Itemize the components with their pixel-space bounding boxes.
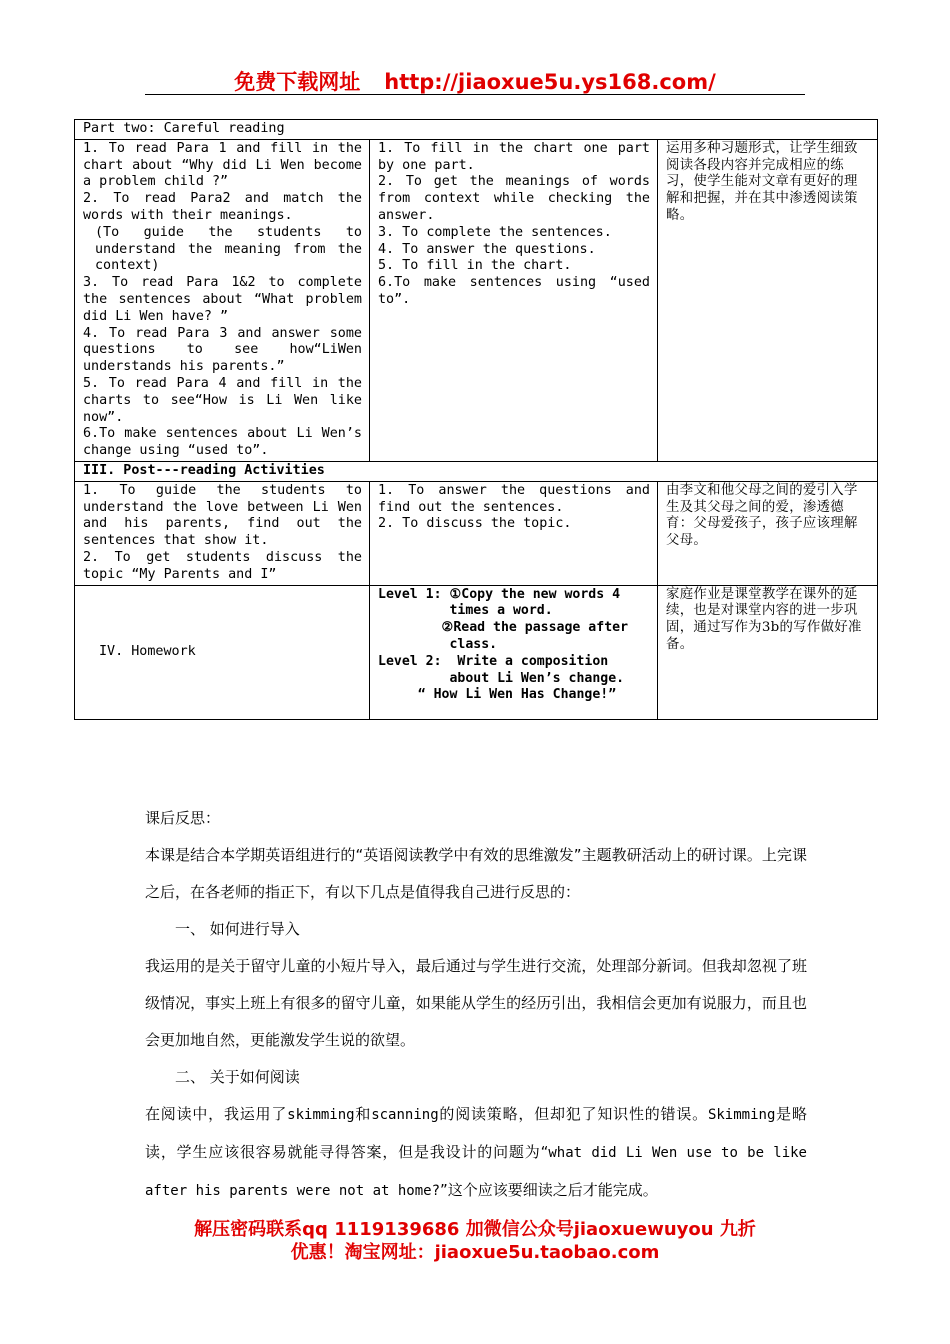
list-item: 3. To read Para 1&2 to complete the sentences about “What problem did Li Wen have? ” [83,275,362,324]
list-item: about Li Wen’s change. [378,670,625,686]
list-item: 1. To guide the students to understand the love between Li Wen and his parents, find out the sentences that show it. [83,482,362,549]
table-row [75,481,878,585]
reflection-intro: 本课是结合本学期英语组进行的“英语阅读教学中有效的思维激发”主题教研活动上的研讨课。上完课之后，在各老师的指正下，有以下几点是值得我自己进行反思的： [145,846,807,901]
site-label: 免费下载网址 [234,70,361,94]
part-two-rationale: 运用多种习题形式，让学生细致阅读各段内容并完成相应的练习，使学生能对文章有更好的理解和把握，并在其中渗透阅读策略。 [658,139,878,461]
reflection-section [145,800,807,1210]
footer-line-2[interactable]: 优惠！淘宝网址：jiaoxue5u.taobao.com [290,1242,660,1263]
part-two-objectives [75,139,370,461]
list-item: class. [378,636,498,652]
list-item: 5. To fill in the chart. [378,258,572,274]
list-item: 6.To make sentences using “used to”. [378,275,650,307]
list-item: Level 1: ①Copy the new words 4 [378,586,621,602]
list-item: ②Read the passage after [378,620,629,636]
part-three-title: III. Post---reading Activities [75,461,878,481]
list-item: 2. To discuss the topic. [378,516,572,532]
list-item: 5. To read Para 4 and fill in the charts to see“How is Li Wen like now”. [83,375,362,425]
part-three-activities [370,481,658,585]
list-item: 1. To read Para 1 and fill in the chart about “Why did Li Wen become a problem child ?” [83,140,362,190]
download-header [145,66,805,96]
list-item: 1. To fill in the chart one part by one part. [378,140,650,173]
list-item: 1. To answer the questions and find out the sentences. [378,482,650,515]
reflection-heading-2: 二、 关于如何阅读 [175,1068,300,1086]
list-item: 2. To get students discuss the topic “My Parents and I” [83,549,362,582]
list-item: (To guide the students to understand the meaning from the context) [95,224,362,274]
footer-line-1: 解压密码联系qq 1119139686 加微信公众号jiaoxuewuyou 九折 [194,1219,756,1240]
list-item: 3. To complete the sentences. [378,224,612,240]
reflection-heading-1: 一、 如何进行导入 [175,920,300,938]
list-item: 4. To answer the questions. [378,241,596,257]
reflection-paragraph-1: 我运用的是关于留守儿童的小短片导入，最后通过与学生进行交流，处理部分新词。但我却忽视了班级情况，事实上班上有很多的留守儿童，如果能从学生的经历引出，我相信会更加有说服力，而且也会更加地自然，更能激发学生说的欲望。 [145,957,807,1049]
list-item: 2. To get the meanings of words from context while checking the answer. [378,174,650,223]
part-three-rationale: 由李文和他父母之间的爱引入学生及其父母之间的爱，渗透德育：父母爱孩子，孩子应该理解父母。 [658,481,878,585]
section-row-part-two [75,120,878,140]
list-item: “ How Li Wen Has Change!” [378,687,617,703]
homework-label: IV. Homework [75,585,370,719]
list-item: 4. To read Para 3 and answer some questions to see how“LiWen understands his parents.” [83,325,362,375]
reflection-paragraph-2: 在阅读中，我运用了skimming和scanning的阅读策略，但却犯了知识性的错误。Skimming是略读，学生应该很容易就能寻得答案，但是我设计的问题为“what did Li Wen use to be like after his parents were not at home?”这个应该要细读之后才能完成。 [145,1105,807,1199]
lesson-plan-table [74,119,878,720]
list-item: times a word. [378,603,553,619]
table-row [75,585,878,719]
list-item: 2. To read Para2 and match the words with their meanings. [83,191,362,223]
homework-tasks [370,585,658,719]
header-rule [145,94,805,95]
list-item: Level 2: Write a composition [378,653,609,669]
part-two-activities [370,139,658,461]
list-item: 6.To make sentences about Li Wen’s change using “used to”. [83,426,362,459]
promo-footer [140,1218,810,1264]
site-url-link[interactable]: http://jiaoxue5u.ys168.com/ [384,70,716,94]
homework-rationale: 家庭作业是课堂教学在课外的延续，也是对课堂内容的进一步巩固，通过写作为3b的写作做好准备。 [658,585,878,719]
table-row [75,139,878,461]
section-row-part-three [75,461,878,481]
part-three-objectives [75,481,370,585]
reflection-title: 课后反思： [145,809,221,827]
part-two-title: Part two: Careful reading [75,120,878,140]
